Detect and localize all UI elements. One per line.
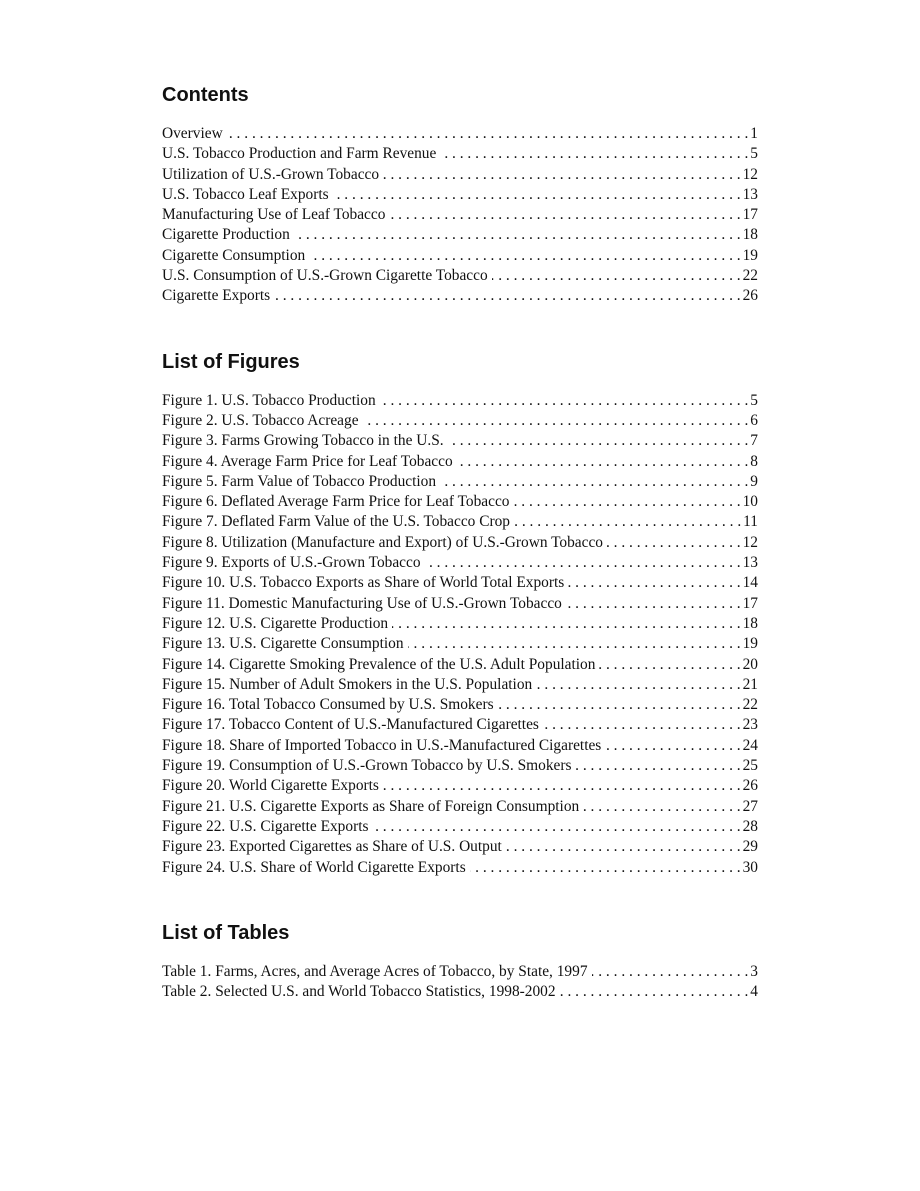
toc-leader-dots xyxy=(372,817,740,837)
toc-entry-title: Figure 10. U.S. Tobacco Exports as Share of World Total Exports xyxy=(162,574,565,592)
toc-entry-title: U.S. Tobacco Production and Farm Revenue xyxy=(162,145,437,163)
toc-entry[interactable] xyxy=(162,962,758,982)
toc-entry-title: Table 2. Selected U.S. and World Tobacco Statistics, 1998-2002 xyxy=(162,983,556,1001)
toc-entry[interactable] xyxy=(162,756,758,776)
toc-entry[interactable] xyxy=(162,431,758,451)
toc-entry-title: U.S. Tobacco Leaf Exports xyxy=(162,185,329,203)
toc-entry[interactable] xyxy=(162,165,758,185)
toc-entry[interactable] xyxy=(162,776,758,796)
toc-entry-page-number: 25 xyxy=(742,757,758,775)
toc-entry-title: Figure 22. U.S. Cigarette Exports xyxy=(162,817,369,835)
toc-entry-page-number: 14 xyxy=(742,574,758,592)
toc-entry[interactable] xyxy=(162,715,758,735)
toc-entry[interactable] xyxy=(162,614,758,634)
toc-leader-dots xyxy=(599,655,740,675)
toc-entry-title: Figure 20. World Cigarette Exports xyxy=(162,777,379,795)
contents-section xyxy=(162,83,758,307)
toc-entry[interactable] xyxy=(162,736,758,756)
toc-entry-page-number: 4 xyxy=(750,983,758,1001)
toc-entry[interactable] xyxy=(162,695,758,715)
figures-section xyxy=(162,350,758,878)
toc-leader-dots xyxy=(227,124,749,144)
contents-heading: Contents xyxy=(162,84,249,106)
toc-entry[interactable] xyxy=(162,144,758,164)
toc-leader-dots xyxy=(568,573,740,593)
toc-entry-page-number: 13 xyxy=(742,185,758,203)
toc-entry[interactable] xyxy=(162,391,758,411)
toc-entry[interactable] xyxy=(162,675,758,695)
toc-leader-dots xyxy=(294,225,741,245)
toc-leader-dots xyxy=(607,533,741,553)
toc-entry[interactable] xyxy=(162,185,758,205)
toc-entry-title: Manufacturing Use of Leaf Tobacco xyxy=(162,206,386,224)
toc-entry-page-number: 18 xyxy=(742,614,758,632)
toc-leader-dots xyxy=(383,776,741,796)
toc-entry-page-number: 23 xyxy=(742,716,758,734)
document-page xyxy=(162,83,758,1002)
toc-entry-title: Figure 19. Consumption of U.S.-Grown Tobacco by U.S. Smokers xyxy=(162,757,572,775)
toc-entry[interactable] xyxy=(162,411,758,431)
toc-entry-title: Table 1. Farms, Acres, and Average Acres of Tobacco, by State, 1997 xyxy=(162,962,588,980)
toc-entry[interactable] xyxy=(162,655,758,675)
toc-leader-dots xyxy=(440,144,748,164)
toc-leader-dots xyxy=(383,165,741,185)
toc-entry-title: Figure 12. U.S. Cigarette Production xyxy=(162,614,389,632)
tables-heading: List of Tables xyxy=(162,921,290,944)
toc-entry-title: Figure 7. Deflated Farm Value of the U.S. Tobacco Crop xyxy=(162,513,510,531)
toc-leader-dots xyxy=(575,756,740,776)
toc-entry-title: Figure 16. Total Tobacco Consumed by U.S. Smokers xyxy=(162,696,494,714)
toc-leader-dots xyxy=(309,246,740,266)
toc-leader-dots xyxy=(514,492,741,512)
toc-entry[interactable] xyxy=(162,124,758,144)
toc-entry[interactable] xyxy=(162,858,758,878)
toc-entry[interactable] xyxy=(162,982,758,1002)
toc-entry-title: U.S. Consumption of U.S.-Grown Cigarette Tobacco xyxy=(162,267,488,285)
toc-entry-title: Figure 17. Tobacco Content of U.S.-Manufactured Cigarettes xyxy=(162,716,539,734)
toc-entry[interactable] xyxy=(162,452,758,472)
toc-entry-page-number: 29 xyxy=(742,838,758,856)
toc-entry-title: Figure 11. Domestic Manufacturing Use of U.S.-Grown Tobacco xyxy=(162,594,562,612)
toc-entry[interactable] xyxy=(162,553,758,573)
toc-entry-page-number: 13 xyxy=(742,554,758,572)
toc-entry-page-number: 22 xyxy=(742,267,758,285)
toc-entry-title: Figure 2. U.S. Tobacco Acreage xyxy=(162,411,359,429)
toc-leader-dots xyxy=(470,858,741,878)
toc-leader-dots xyxy=(605,736,740,756)
toc-leader-dots xyxy=(274,286,740,306)
toc-entry-title: Figure 9. Exports of U.S.-Grown Tobacco xyxy=(162,554,421,572)
toc-entry-title: Figure 24. U.S. Share of World Cigarette Exports xyxy=(162,858,466,876)
toc-entry-title: Overview xyxy=(162,125,223,142)
toc-entry-page-number: 19 xyxy=(742,246,758,264)
toc-entry-page-number: 19 xyxy=(742,635,758,653)
toc-entry-page-number: 6 xyxy=(750,411,758,429)
toc-entry[interactable] xyxy=(162,225,758,245)
toc-leader-dots xyxy=(498,695,741,715)
toc-entry[interactable] xyxy=(162,205,758,225)
toc-leader-dots xyxy=(560,982,749,1002)
toc-leader-dots xyxy=(425,553,741,573)
toc-entry-page-number: 1 xyxy=(750,125,758,142)
toc-entry[interactable] xyxy=(162,286,758,306)
toc-entry-page-number: 7 xyxy=(750,432,758,450)
toc-leader-dots xyxy=(392,614,740,634)
figures-list xyxy=(162,391,758,878)
toc-entry-title: Figure 21. U.S. Cigarette Exports as Share of Foreign Consumption xyxy=(162,797,580,815)
toc-entry-title: Figure 13. U.S. Cigarette Consumption xyxy=(162,635,404,653)
toc-leader-dots xyxy=(333,185,741,205)
toc-entry-title: Figure 6. Deflated Average Farm Price for Leaf Tobacco xyxy=(162,493,510,511)
toc-entry-title: Cigarette Exports xyxy=(162,287,271,305)
toc-leader-dots xyxy=(363,411,749,431)
toc-leader-dots xyxy=(592,962,749,982)
toc-leader-dots xyxy=(514,512,741,532)
toc-entry-title: Utilization of U.S.-Grown Tobacco xyxy=(162,165,380,183)
toc-entry-page-number: 26 xyxy=(742,777,758,795)
toc-entry[interactable] xyxy=(162,512,758,532)
toc-entry-page-number: 9 xyxy=(750,472,758,490)
toc-entry-page-number: 12 xyxy=(742,165,758,183)
toc-entry-page-number: 10 xyxy=(742,493,758,511)
toc-entry-page-number: 26 xyxy=(742,287,758,305)
toc-leader-dots xyxy=(506,837,741,857)
toc-entry-page-number: 11 xyxy=(743,513,758,531)
toc-entry-page-number: 22 xyxy=(742,696,758,714)
toc-entry-page-number: 30 xyxy=(742,858,758,876)
toc-entry-page-number: 28 xyxy=(742,817,758,835)
toc-leader-dots xyxy=(566,594,741,614)
toc-entry-title: Figure 4. Average Farm Price for Leaf Tobacco xyxy=(162,452,453,470)
toc-entry-title: Figure 3. Farms Growing Tobacco in the U.S. xyxy=(162,432,444,450)
toc-entry-title: Figure 23. Exported Cigarettes as Share of U.S. Output xyxy=(162,838,502,856)
toc-entry-title: Figure 14. Cigarette Smoking Prevalence of the U.S. Adult Population xyxy=(162,655,596,673)
toc-entry-title: Figure 8. Utilization (Manufacture and Export) of U.S.-Grown Tobacco xyxy=(162,533,603,551)
toc-entry[interactable] xyxy=(162,246,758,266)
toc-leader-dots xyxy=(440,472,748,492)
toc-leader-dots xyxy=(543,715,741,735)
toc-entry[interactable] xyxy=(162,797,758,817)
contents-list xyxy=(162,124,758,307)
toc-entry-page-number: 24 xyxy=(742,736,758,754)
tables-list xyxy=(162,962,758,1003)
toc-entry-page-number: 18 xyxy=(742,226,758,244)
toc-entry[interactable] xyxy=(162,266,758,286)
toc-entry-title: Cigarette Production xyxy=(162,226,290,244)
toc-leader-dots xyxy=(457,452,749,472)
toc-entry-page-number: 20 xyxy=(742,655,758,673)
toc-leader-dots xyxy=(492,266,741,286)
toc-entry-page-number: 12 xyxy=(742,533,758,551)
toc-entry-page-number: 5 xyxy=(750,145,758,163)
toc-leader-dots xyxy=(380,391,749,411)
toc-entry[interactable] xyxy=(162,837,758,857)
toc-entry-title: Cigarette Consumption xyxy=(162,246,306,264)
tables-section xyxy=(162,921,758,1003)
toc-entry-title: Figure 18. Share of Imported Tobacco in U.S.-Manufactured Cigarettes xyxy=(162,736,602,754)
toc-entry-title: Figure 15. Number of Adult Smokers in the U.S. Population xyxy=(162,675,533,693)
toc-entry-page-number: 21 xyxy=(742,675,758,693)
toc-entry-page-number: 17 xyxy=(742,594,758,612)
toc-entry[interactable] xyxy=(162,573,758,593)
toc-leader-dots xyxy=(448,431,749,451)
toc-entry-page-number: 5 xyxy=(750,391,758,409)
toc-leader-dots xyxy=(389,205,740,225)
toc-leader-dots xyxy=(583,797,740,817)
toc-entry[interactable] xyxy=(162,492,758,512)
toc-entry-page-number: 3 xyxy=(750,962,758,980)
toc-entry[interactable] xyxy=(162,594,758,614)
toc-entry[interactable] xyxy=(162,634,758,654)
toc-leader-dots xyxy=(536,675,740,695)
toc-entry-page-number: 17 xyxy=(742,206,758,224)
toc-entry-page-number: 27 xyxy=(742,797,758,815)
toc-leader-dots xyxy=(408,634,741,654)
figures-heading: List of Figures xyxy=(162,350,300,373)
toc-entry[interactable] xyxy=(162,533,758,553)
toc-entry-page-number: 8 xyxy=(750,452,758,470)
toc-entry[interactable] xyxy=(162,817,758,837)
toc-entry-title: Figure 5. Farm Value of Tobacco Production xyxy=(162,472,437,490)
toc-entry[interactable] xyxy=(162,472,758,492)
toc-entry-title: Figure 1. U.S. Tobacco Production xyxy=(162,391,376,409)
